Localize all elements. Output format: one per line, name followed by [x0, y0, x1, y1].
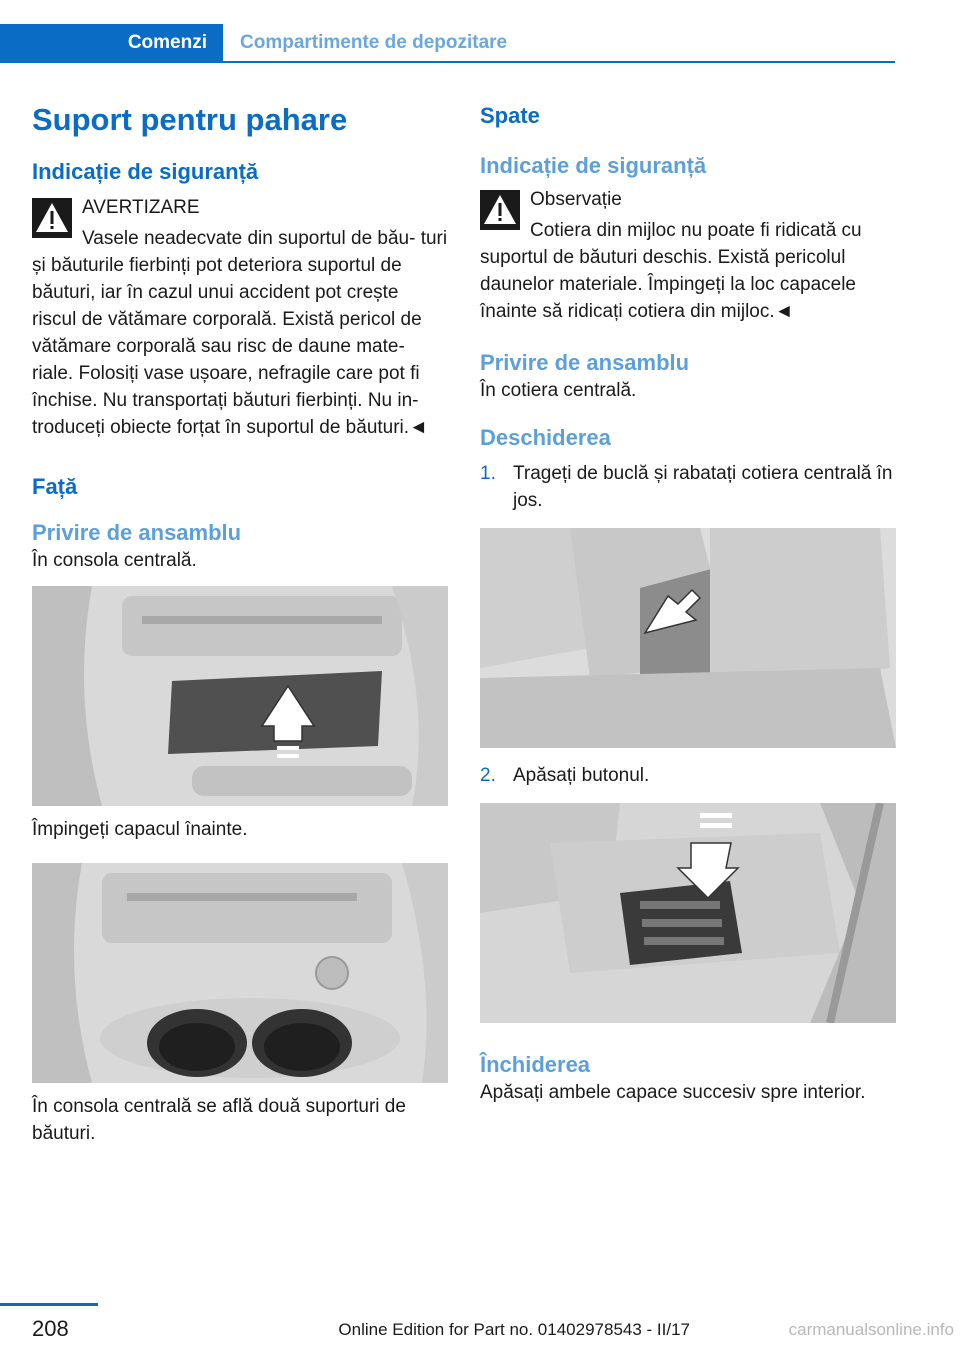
footer-divider	[0, 1303, 98, 1306]
note-text: Cotiera din mijloc nu poate fi ridicată cu suportul de băuturi deschis. Există pericolul daunelor materiale. Împingeți la loc capacele înainte să ridicați cotiera din mijloc.◄	[480, 220, 862, 322]
page-header	[0, 0, 960, 64]
closing-text: Apăsați ambele capace succesiv spre interior.	[480, 1082, 866, 1103]
cupholders-illustration	[32, 863, 448, 1083]
tab-compartimente[interactable]: Compartimente de depozitare	[240, 32, 508, 53]
overview-text-right: În cotiera centrală.	[480, 380, 637, 401]
left-column	[32, 96, 448, 1147]
caption-push-cover: Împingeți capacul înainte.	[32, 819, 248, 840]
header-divider	[0, 61, 895, 63]
safety-heading-right: Indicație de siguranță	[480, 153, 707, 178]
page-title: Suport pentru pahare	[32, 102, 348, 137]
overview-heading-left: Privire de ansamblu	[32, 520, 242, 545]
edition-note: Online Edition for Part no. 01402978543 - II/17	[338, 1320, 690, 1339]
right-column	[480, 96, 896, 1106]
warning-triangle-icon	[32, 198, 72, 238]
figure-armrest-button	[480, 803, 896, 1023]
rear-seat-illustration	[480, 528, 896, 748]
page-number: 208	[32, 1316, 69, 1341]
warning-label: AVERTIZARE	[82, 197, 200, 218]
watermark: carmanualsonline.info	[788, 1320, 954, 1339]
armrest-button-illustration	[480, 803, 896, 1023]
note-label: Observație	[530, 189, 622, 210]
step-text: Apăsați butonul.	[513, 765, 650, 786]
tab-comenzi[interactable]: Comenzi	[0, 24, 223, 62]
overview-text-left: În consola centrală.	[32, 550, 197, 571]
list-item	[480, 762, 896, 789]
opening-heading: Deschiderea	[480, 425, 611, 450]
overview-heading-right: Privire de ansamblu	[480, 350, 690, 375]
step-number: 1.	[480, 463, 496, 484]
step-text: Trageți de buclă și rabatați cotiera centrală în jos.	[513, 463, 893, 511]
rear-heading: Spate	[480, 103, 540, 128]
figure-rear-seat	[480, 528, 896, 748]
front-heading: Față	[32, 474, 78, 499]
caption-two-cupholders: În consola centrală se află două suporturi de băuturi.	[32, 1096, 406, 1144]
warning-triangle-icon	[480, 190, 520, 230]
warning-text: Vasele neadecvate din suportul de bău‐ turi și băuturile fierbinți pot deteriora suportul de băuturi, iar în cazul unui accident pot crește riscul de vătămare corporală. Există pericol de vătămare corporală sau risc de daune mate‐ riale. Folosiți vase ușoare, nefragile care pot fi închise. Nu transportați băuturi fierbinți. Nu in‐ troduceți obiecte forțat în suportul de băuturi.◄	[32, 228, 448, 438]
closing-heading: Închiderea	[480, 1052, 591, 1077]
safety-heading-left: Indicație de siguranță	[32, 159, 259, 184]
list-item	[480, 460, 896, 514]
step-number: 2.	[480, 765, 496, 786]
console-cover-illustration	[32, 586, 448, 806]
figure-cupholders	[32, 863, 448, 1083]
figure-cover-closed	[32, 586, 448, 806]
